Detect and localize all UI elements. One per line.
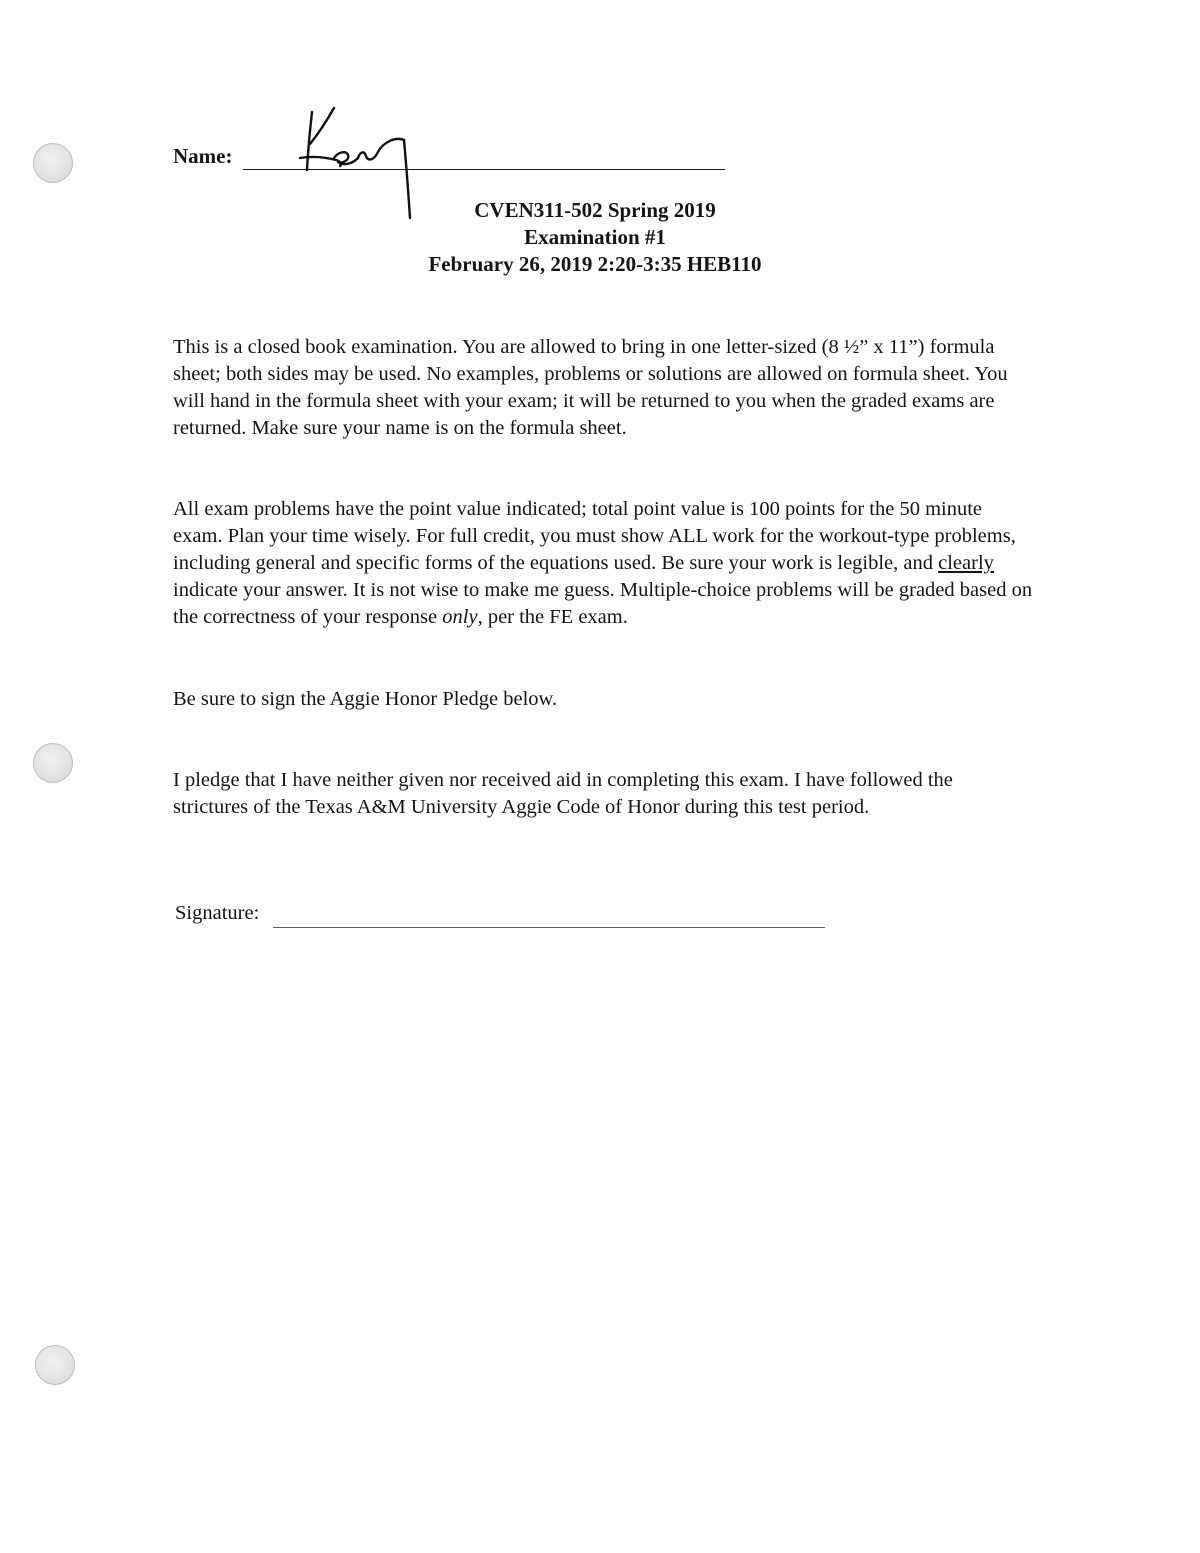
signature-field xyxy=(175,902,835,934)
instructions-paragraph-2-text-c: , per the FE exam. xyxy=(477,606,628,628)
signature-line[interactable] xyxy=(273,927,825,928)
name-label: Name: xyxy=(173,144,233,168)
punch-hole xyxy=(33,143,73,183)
exam-date-time-room: February 26, 2019 2:20-3:35 HEB110 xyxy=(428,252,762,276)
honor-pledge-reminder: Be sure to sign the Aggie Honor Pledge below. xyxy=(173,688,558,710)
instructions-paragraph-2 xyxy=(173,496,1033,631)
signature-label: Signature: xyxy=(175,902,260,924)
honor-pledge-text: I pledge that I have neither given nor received aid in completing this exam. I have followed the strictures of the Texas A&M University Aggie Code of Honor during this test period. xyxy=(173,769,953,818)
exam-header xyxy=(300,197,890,278)
instructions-paragraph-1: This is a closed book examination. You are allowed to bring in one letter-sized (8 ½” x 11”) formula sheet; both sides may be used. No examples, problems or solutions are allowed on formula sheet. You will hand in the formula sheet with your exam; it will be returned to you when the graded exams are returned. Make sure your name is on the formula sheet. xyxy=(173,336,1008,439)
instructions-paragraph-2-text-a: All exam problems have the point value indicated; total point value is 100 points for the 50 minute exam. Plan your time wisely. For full credit, you must show ALL work for the workout-type problems, including general and specific forms of the equations used. Be sure your work is legible, and xyxy=(173,498,1016,574)
course-title: CVEN311-502 Spring 2019 xyxy=(474,198,716,222)
exam-number: Examination #1 xyxy=(524,225,666,249)
italic-only: only xyxy=(442,606,478,628)
punch-hole xyxy=(35,1345,75,1385)
underlined-clearly: clearly xyxy=(938,552,994,574)
punch-hole xyxy=(33,743,73,783)
instructions-paragraph-2-text-b: indicate your answer. It is not wise to make me guess. Multiple-choice problems will be graded based on the correctness of your response xyxy=(173,579,1033,628)
name-field xyxy=(173,140,733,180)
